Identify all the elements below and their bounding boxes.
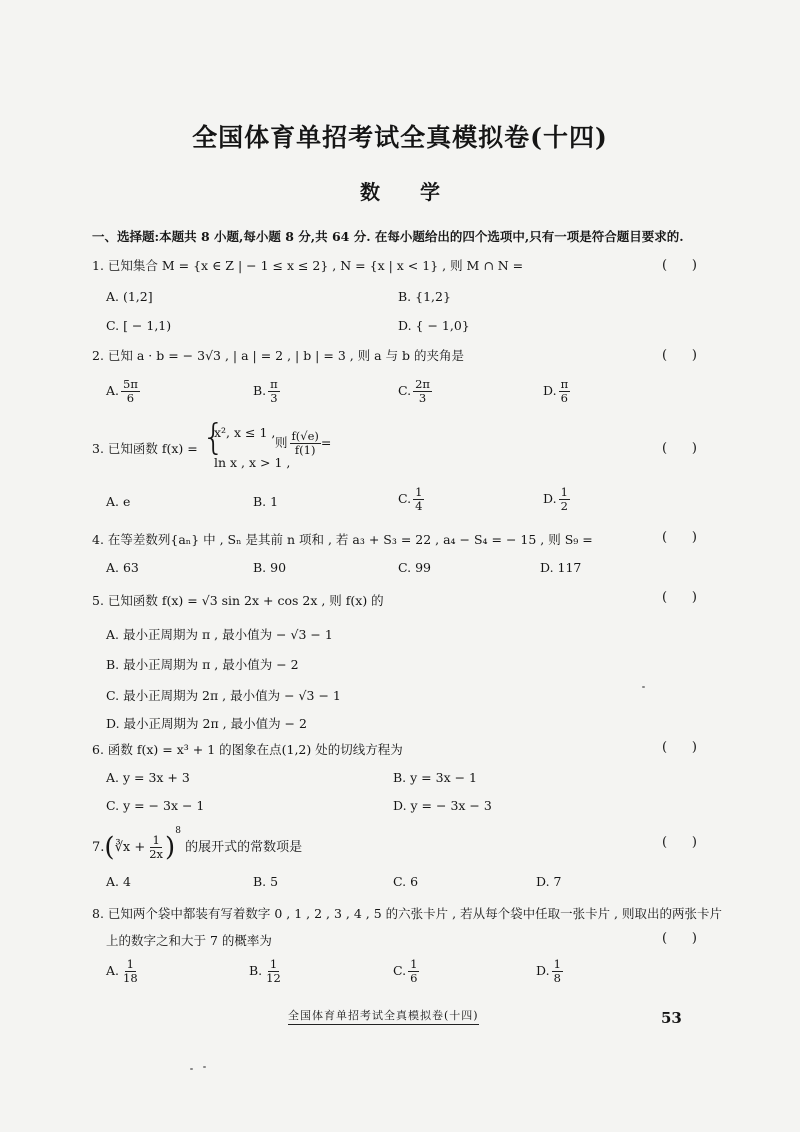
question-6-answer-blank: ( ) (662, 740, 697, 755)
open-paren: ( (104, 832, 115, 863)
scan-speck (203, 1066, 206, 1068)
question-7-option-a: A. 4 (106, 874, 131, 889)
question-8-answer-blank: ( ) (662, 931, 697, 946)
question-7-option-c: C. 6 (393, 874, 419, 889)
fraction-denominator: 18 (123, 971, 138, 985)
option-label: D. (543, 491, 557, 506)
scan-speck (642, 686, 645, 688)
question-7-option-d: D. 7 (536, 874, 562, 889)
question-4-option-d: D. 117 (540, 560, 582, 575)
page-title: 全国体育单招考试全真模拟卷(十四) (192, 123, 608, 152)
fraction (264, 958, 283, 985)
stem-then: 则 (275, 435, 288, 450)
question-7-stem (92, 826, 302, 863)
question-8-option-d (536, 958, 563, 985)
question-1-option-b: B. {1,2} (398, 289, 451, 304)
fraction (121, 958, 140, 985)
question-6-stem: 6. 函数 f(x) = x³ + 1 的图象在点(1,2) 处的切线方程为 (92, 742, 403, 757)
fraction-numerator: 1 (410, 957, 418, 971)
question-5-option-c: C. 最小正周期为 2π , 最小值为 − √3 − 1 (106, 688, 341, 703)
close-paren: ) (165, 832, 176, 863)
question-2-option-a (106, 378, 140, 405)
fraction-denominator: 2x (149, 847, 164, 861)
option-label: A. (106, 383, 120, 398)
footer-title: 全国体育单招考试全真模拟卷(十四) (288, 1007, 479, 1025)
question-3-case-top: x², x ≤ 1 , (214, 425, 276, 440)
fraction-denominator: 4 (415, 499, 423, 513)
scan-speck (190, 1068, 193, 1070)
option-label: B. (249, 963, 263, 978)
option-label: C. (398, 383, 412, 398)
question-8-option-c (393, 958, 419, 985)
fraction-numerator: 1 (269, 957, 278, 971)
piecewise-brace: { (202, 417, 225, 458)
question-5-answer-blank: ( ) (662, 590, 697, 605)
stem-end: 的展开式的常数项是 (185, 840, 303, 855)
question-1-answer-blank: ( ) (662, 258, 697, 273)
option-label: D. (536, 963, 550, 978)
question-6-option-c: C. y = − 3x − 1 (106, 798, 205, 813)
question-1-option-c: C. [ − 1,1) (106, 318, 172, 333)
question-3-answer-blank: ( ) (662, 441, 697, 456)
fraction-denominator: 8 (553, 971, 561, 985)
question-4-option-c: C. 99 (398, 560, 431, 575)
question-8-stem-line-2: 上的数字之和大于 7 的概率为 (106, 933, 272, 948)
question-4-stem: 4. 在等差数列{aₙ} 中 , Sₙ 是其前 n 项和 , 若 a₃ + S₃ = 22 , a₄ − S₄ = − 15 , 则 S₉ = (92, 532, 593, 547)
question-3-option-b: B. 1 (253, 494, 279, 509)
question-8-option-a (106, 958, 140, 985)
question-6-option-d: D. y = − 3x − 3 (393, 798, 492, 813)
option-label: B. (253, 383, 267, 398)
question-8-option-b (249, 958, 283, 985)
question-number: 7. (92, 840, 105, 855)
question-3-option-c (398, 486, 424, 513)
fraction-numerator: 1 (560, 485, 568, 499)
stem-end: = (320, 435, 332, 450)
cube-root: ∛x (114, 840, 131, 855)
fraction-denominator: 2 (560, 499, 568, 513)
exponent: 8 (175, 826, 181, 836)
question-4-answer-blank: ( ) (662, 530, 697, 545)
fraction (121, 378, 140, 405)
fraction-numerator: 5π (123, 377, 138, 391)
fraction-denominator: 3 (418, 391, 427, 405)
question-6-option-a: A. y = 3x + 3 (106, 770, 190, 785)
fraction-numerator: π (270, 377, 278, 391)
option-label: D. (543, 383, 557, 398)
fraction (268, 378, 280, 405)
question-3-ratio (275, 430, 331, 457)
fraction (559, 486, 570, 513)
fraction-numerator: f(√e) (291, 429, 319, 443)
question-3-stem-prefix: 3. 已知函数 f(x) = (92, 441, 198, 456)
fraction-numerator: 1 (126, 957, 134, 971)
question-5-stem: 5. 已知函数 f(x) = √3 sin 2x + cos 2x , 则 f(x) 的 (92, 593, 384, 608)
fraction-numerator: 2π (415, 377, 430, 391)
question-4-option-a: A. 63 (106, 560, 139, 575)
fraction-numerator: 1 (415, 485, 423, 499)
fraction (413, 486, 424, 513)
fraction (290, 430, 321, 457)
question-5-option-a: A. 最小正周期为 π , 最小值为 − √3 − 1 (106, 627, 333, 642)
fraction-denominator: 6 (126, 391, 135, 405)
question-2-stem: 2. 已知 a · b = − 3√3 , | a | = 2 , | b | = 3 , 则 a 与 b 的夹角是 (92, 348, 465, 363)
question-1-stem: 1. 已知集合 M = {x ∈ Z | − 1 ≤ x ≤ 2} , N = {x | x < 1} , 则 M ∩ N = (92, 258, 524, 273)
fraction-numerator: π (560, 377, 569, 391)
question-7-option-b: B. 5 (253, 874, 279, 889)
fraction (552, 958, 563, 985)
question-4-option-b: B. 90 (253, 560, 287, 575)
option-label: C. (398, 491, 412, 506)
fraction-numerator: 1 (553, 957, 561, 971)
option-label: C. (393, 963, 407, 978)
fraction-numerator: 1 (152, 833, 160, 847)
fraction-denominator: 3 (270, 391, 278, 405)
question-5-option-b: B. 最小正周期为 π , 最小值为 − 2 (106, 657, 299, 672)
plus-sign: + (134, 840, 146, 855)
fraction (413, 378, 432, 405)
fraction (408, 958, 419, 985)
question-6-option-b: B. y = 3x − 1 (393, 770, 477, 785)
page-number: 53 (661, 1009, 682, 1027)
question-8-stem-line-1: 8. 已知两个袋中都装有写着数字 0 , 1 , 2 , 3 , 4 , 5 的六张卡片 , 若从每个袋中任取一张卡片 , 则取出的两张卡片 (92, 906, 723, 921)
section-heading: 一、选择题:本题共 8 小题,每小题 8 分,共 64 分. 在每小题给出的四个选项中,只有一项是符合题目要求的. (92, 229, 684, 244)
fraction (147, 834, 165, 861)
fraction-denominator: f(1) (294, 443, 316, 457)
question-3-option-d (543, 486, 570, 513)
question-3-case-bottom: ln x , x > 1 , (214, 455, 291, 470)
question-2-option-c (398, 378, 432, 405)
option-label: A. (106, 963, 120, 978)
question-3-option-a: A. e (106, 494, 131, 509)
question-2-answer-blank: ( ) (662, 348, 697, 363)
subject-heading: 数学 (360, 180, 480, 204)
question-1-option-d: D. { − 1,0} (398, 318, 470, 333)
question-2-option-d (543, 378, 570, 405)
fraction-denominator: 6 (410, 971, 418, 985)
fraction (559, 378, 571, 405)
question-1-option-a: A. (1,2] (106, 289, 153, 304)
question-7-answer-blank: ( ) (662, 835, 697, 850)
question-2-option-b (253, 378, 280, 405)
fraction-denominator: 12 (266, 971, 281, 985)
fraction-denominator: 6 (560, 391, 568, 405)
question-5-option-d: D. 最小正周期为 2π , 最小值为 − 2 (106, 716, 307, 731)
